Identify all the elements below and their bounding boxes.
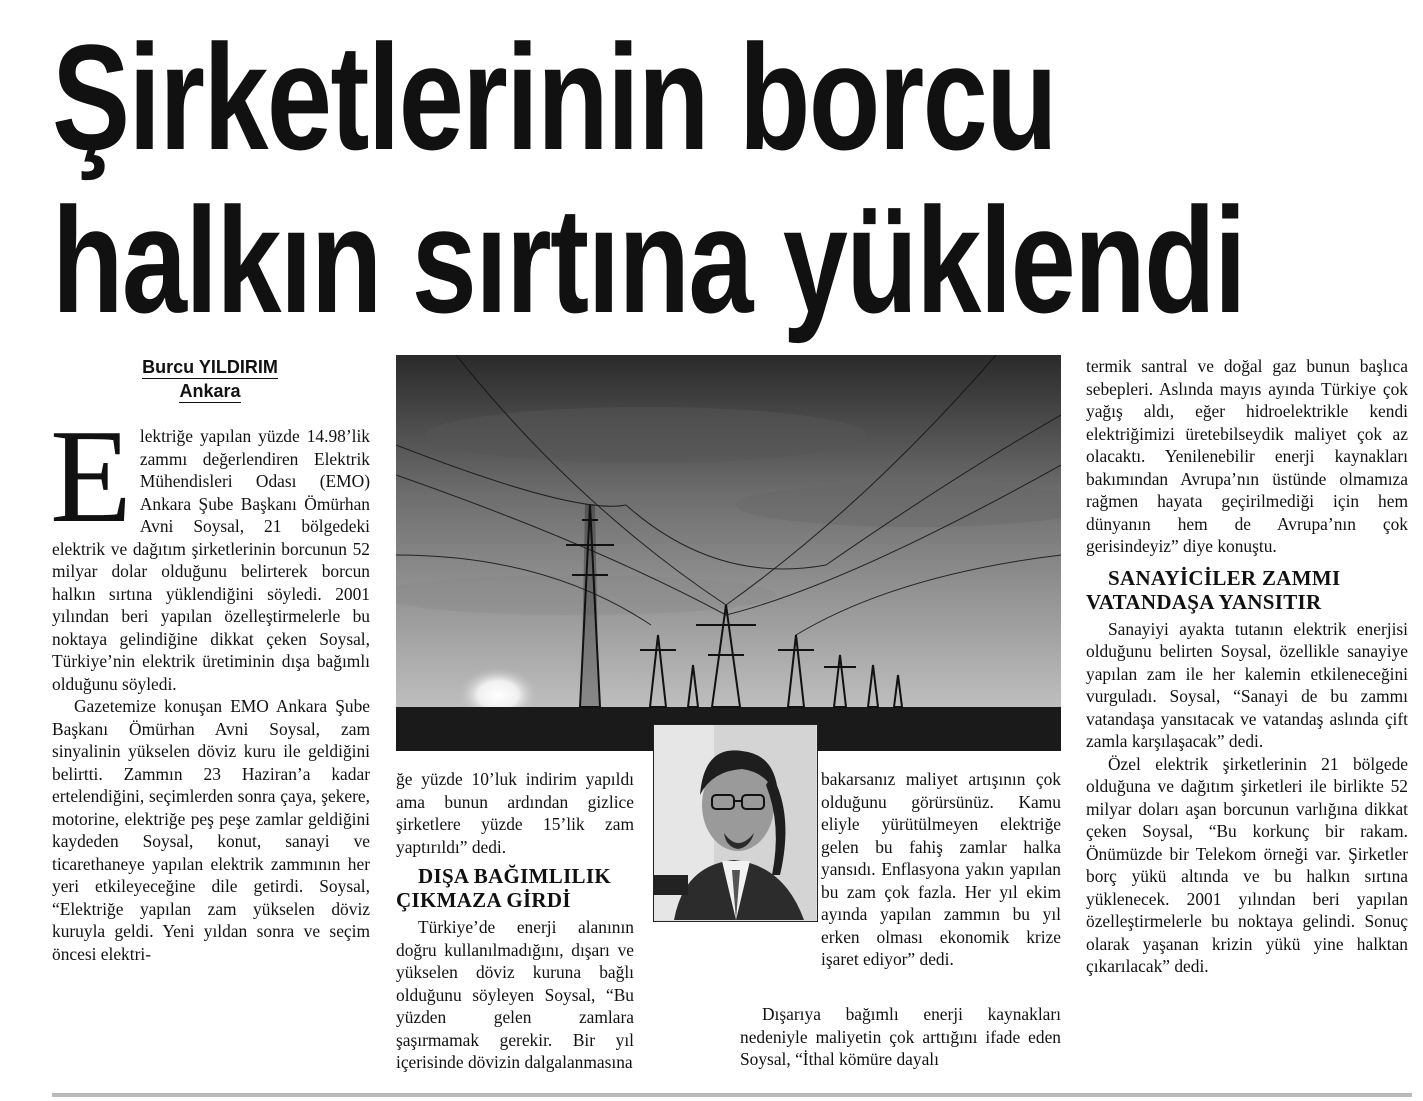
- article-column-3b: [740, 1003, 1061, 1071]
- article-column-1: [50, 402, 370, 965]
- subheading-industrialists: SANAYİCİLER ZAMMI VATANDAŞA YANSITIR: [1086, 565, 1341, 614]
- bottom-rule: [52, 1093, 1412, 1097]
- headline-line-2: halkın sırtına yüklendi: [52, 176, 1245, 344]
- byline-location: Ankara: [179, 381, 241, 401]
- paragraph: Sanayiyi ayakta tutanın elektrik enerjisi olduğunu belirten Soysal, özellikle sanayiye yapılan zam ile her kalemin etkileneceğini vurguladı. Soysal, “Sanayi de bu zammı vatandaşa yansıtacak ve vatandaş aslında çift zamla karşılaşacak” dedi.: [1086, 618, 1408, 751]
- paragraph: ğe yüzde 10’luk indirim yapıldı ama bunun ardından gizlice şirketlere yüzde 15’lik zam yaptırıldı” dedi.: [396, 769, 634, 857]
- byline-author: Burcu YILDIRIM: [142, 357, 278, 377]
- paragraph: Özel elektrik şirketlerinin 21 bölgede olduğuna ve dağıtım şirketleri ile birlikte 52 milyar doları aşan borcunun varlığına dikkat çeken Soysal, “Bu korkunç bir rakam. Önümüzde bir Telekom örneği var. Şirketler borç yükü altında ve bu halkın sırtına yüklenecek. 2001 yılından beri yapılan özelleştirmelerle bu noktaya gelindi. Sonuç olarak yaşanan krizin yükü yine halktan çıkarılacak” dedi.: [1086, 753, 1408, 976]
- paragraph: bakarsanız maliyet artışının çok olduğunu görürsünüz. Kamu eliyle yürütülmeyen elektriğe gelen bu fahiş zamlar halka yansıdı. Enflasyona yakın yapılan bu zam çok fazla. Her yıl ekim ayında yapılan zammın bu yıl erken olması ekonomik krize işaret ediyor” dedi.: [821, 769, 1061, 969]
- subheading-external-dependency: DIŞA BAĞIMLILIK ÇIKMAZA GİRDİ: [396, 864, 611, 912]
- headline-line-1: Şirketlerinin borcu: [52, 13, 1057, 181]
- paragraph-intro: Elektriğe yapılan yüzde 14.98’lik zammı değerlendiren Elektrik Mühendisleri Odası (EMO) Ankara Şube Başkanı Ömürhan Avni Soysal, 21 bölgedeki elektrik ve dağıtım şirketlerinin borcunun 52 milyar dolar olduğunu belirterek borcun halkın sırtına yüklendiğini söyledi. 2001 yılından beri yapılan özelleştirmelerle bu noktaya gelindiğine dikkat çeken Soysal, Türkiye’nin elektrik üretiminin dışa bağımlı olduğunu söyledi.: [50, 402, 370, 694]
- paragraph: Gazetemize konuşan EMO Ankara Şube Başkanı Ömürhan Avni Soysal, zam sinyalinin yükselen döviz kuru ile geldiğini belirtti. Zammın 23 Haziran’a kadar ertelendiğini, seçimlerden sonra çaya, şekere, motorine, elektriğe peş peşe zamlar geldiğini kaydeden Soysal, konut, sanayi ve ticarethaneye yapılan elektrik zammının her yeri etkileyeceğine dile getirdi. Soysal, “Elektriğe yapılan zam yükselen döviz kuruyla geldi. Yeni yıldan sonra ve seçim öncesi elektri-: [52, 696, 370, 964]
- paragraph: termik santral ve doğal gaz bunun başlıca sebepleri. Aslında mayıs ayında Türkiye çok yağış aldı, eğer hidroelektrikle kendi elektriğimizi üretebilseydik maliyet çok az olacaktı. Yenilenebilir enerji kaynakları bakımından Avrupa’nın üstünde olmamıza rağmen hayata geçirilmediği için hem dünyanın hem de Avrupa’nın çok gerisindeyiz” diye konuştu.: [1086, 356, 1408, 556]
- article-column-4: [1086, 355, 1408, 978]
- article-column-2: [396, 768, 634, 1074]
- paragraph: Dışarıya bağımlı enerji kaynakları nedeniyle maliyetin çok arttığını ifade eden Soysal, “İthal kömüre dayalı: [740, 1004, 1061, 1069]
- drop-cap: E: [50, 402, 132, 550]
- article-column-3a: [821, 768, 1061, 971]
- power-lines-photo: [396, 355, 1061, 751]
- portrait-photo: [653, 724, 818, 922]
- paragraph: Türkiye’de enerji alanının doğru kullanılmadığını, dışarı ve yükselen döviz kuruna bağlı olduğunu söyleyen Soysal, “Bu yüzden gelen zamlara şaşırmamak gerekir. Bir yıl içerisinde dövizin dalgalanmasına: [396, 917, 634, 1072]
